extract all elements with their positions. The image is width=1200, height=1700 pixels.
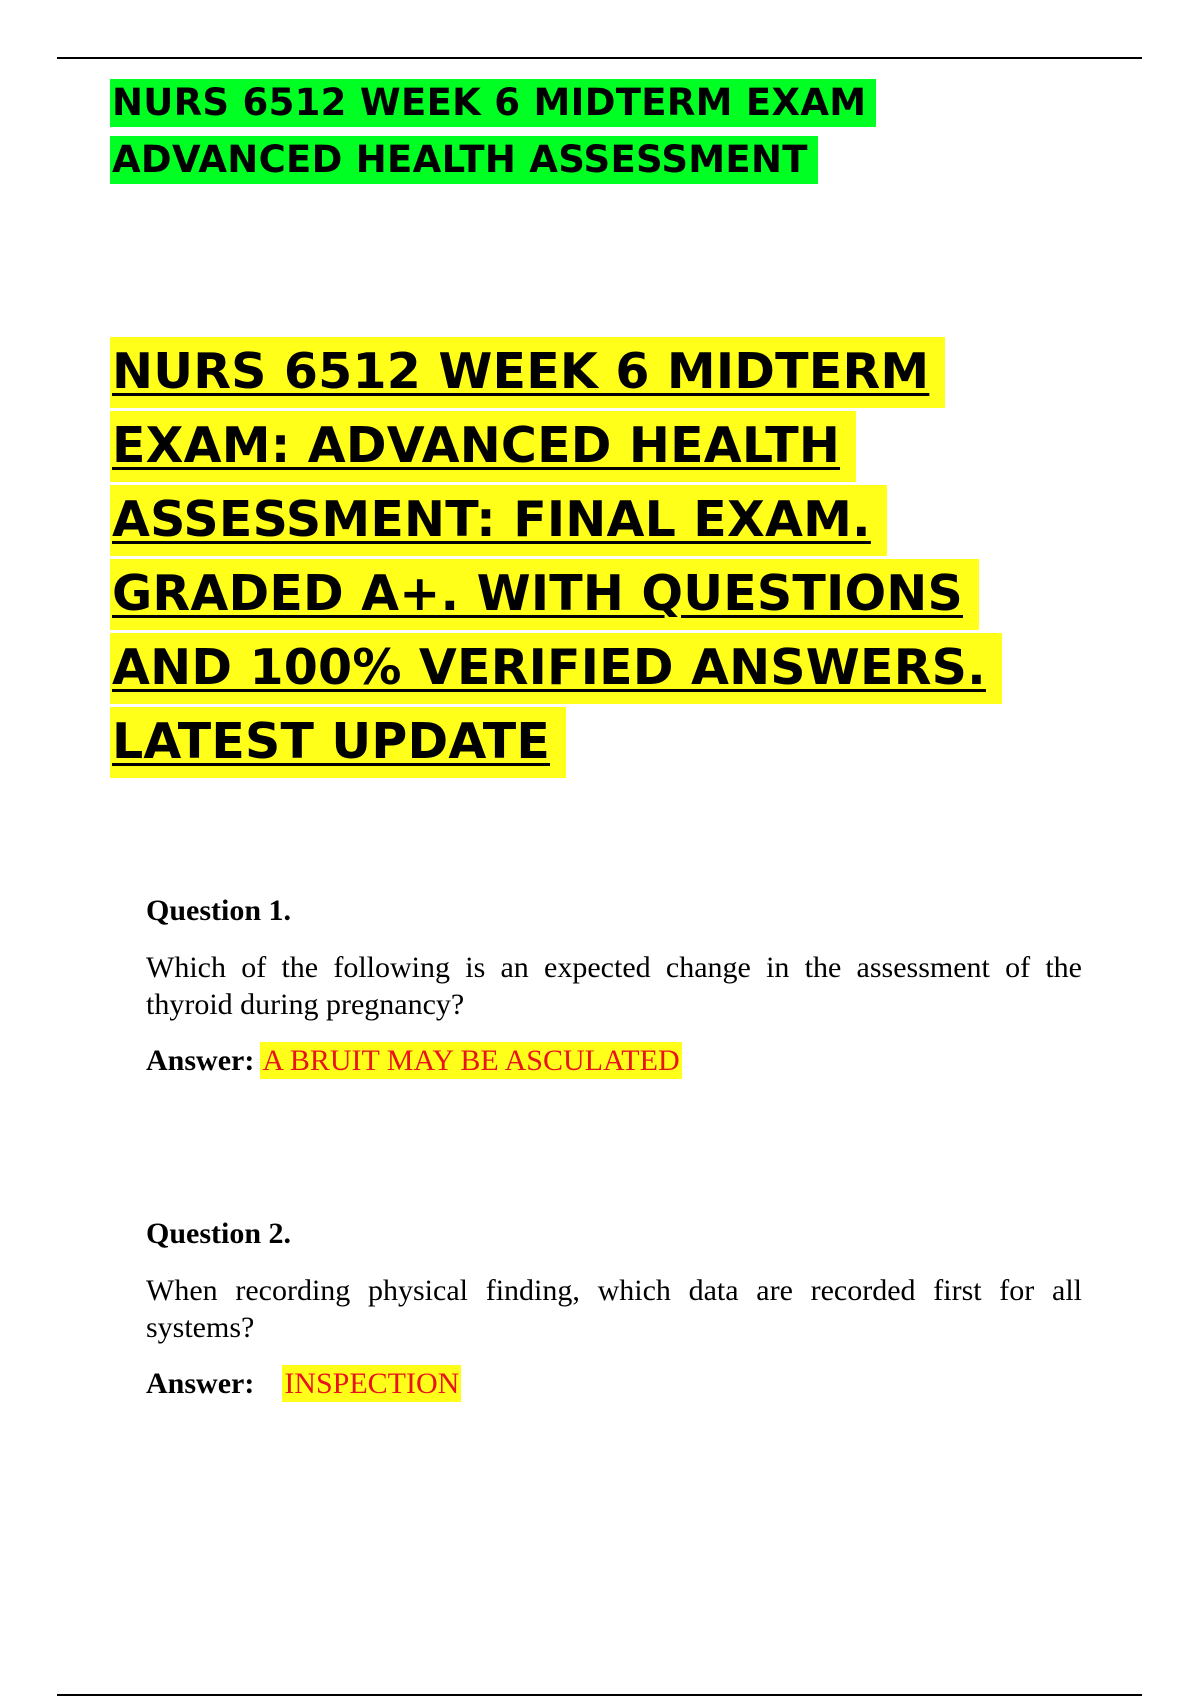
- question-2: [146, 1216, 1082, 1404]
- question-text: When recording physical finding, which data are recorded first for all systems?: [146, 1274, 1082, 1344]
- title-line-5: AND 100% VERIFIED ANSWERS.: [110, 633, 1002, 704]
- title-line-4: GRADED A+. WITH QUESTIONS: [110, 559, 979, 630]
- answer-value: A BRUIT MAY BE ASCULATED: [262, 1044, 680, 1077]
- question-heading: Question 1.: [146, 894, 292, 927]
- title-line-1: NURS 6512 WEEK 6 MIDTERM: [110, 337, 945, 408]
- banner-heading: [110, 74, 930, 188]
- title-line-6: LATEST UPDATE: [110, 707, 566, 778]
- title-line-3: ASSESSMENT: FINAL EXAM.: [110, 485, 887, 556]
- question-heading: Question 2.: [146, 1217, 292, 1250]
- banner-line-2: ADVANCED HEALTH ASSESSMENT: [110, 136, 818, 184]
- answer-value: INSPECTION: [284, 1367, 460, 1400]
- banner-line-1: NURS 6512 WEEK 6 MIDTERM EXAM: [110, 79, 876, 127]
- answer-label: Answer:: [146, 1044, 255, 1077]
- bottom-rule: [57, 1694, 1142, 1696]
- title-line-2: EXAM: ADVANCED HEALTH: [110, 411, 856, 482]
- question-text: Which of the following is an expected change in the assessment of the thyroid during pregnancy?: [146, 951, 1082, 1021]
- answer-label: Answer:: [146, 1367, 255, 1400]
- answer-line: [146, 1041, 1082, 1081]
- document-title: [110, 335, 1070, 779]
- top-rule: [57, 57, 1142, 59]
- question-1: [146, 893, 1082, 1081]
- answer-line: [146, 1364, 1082, 1404]
